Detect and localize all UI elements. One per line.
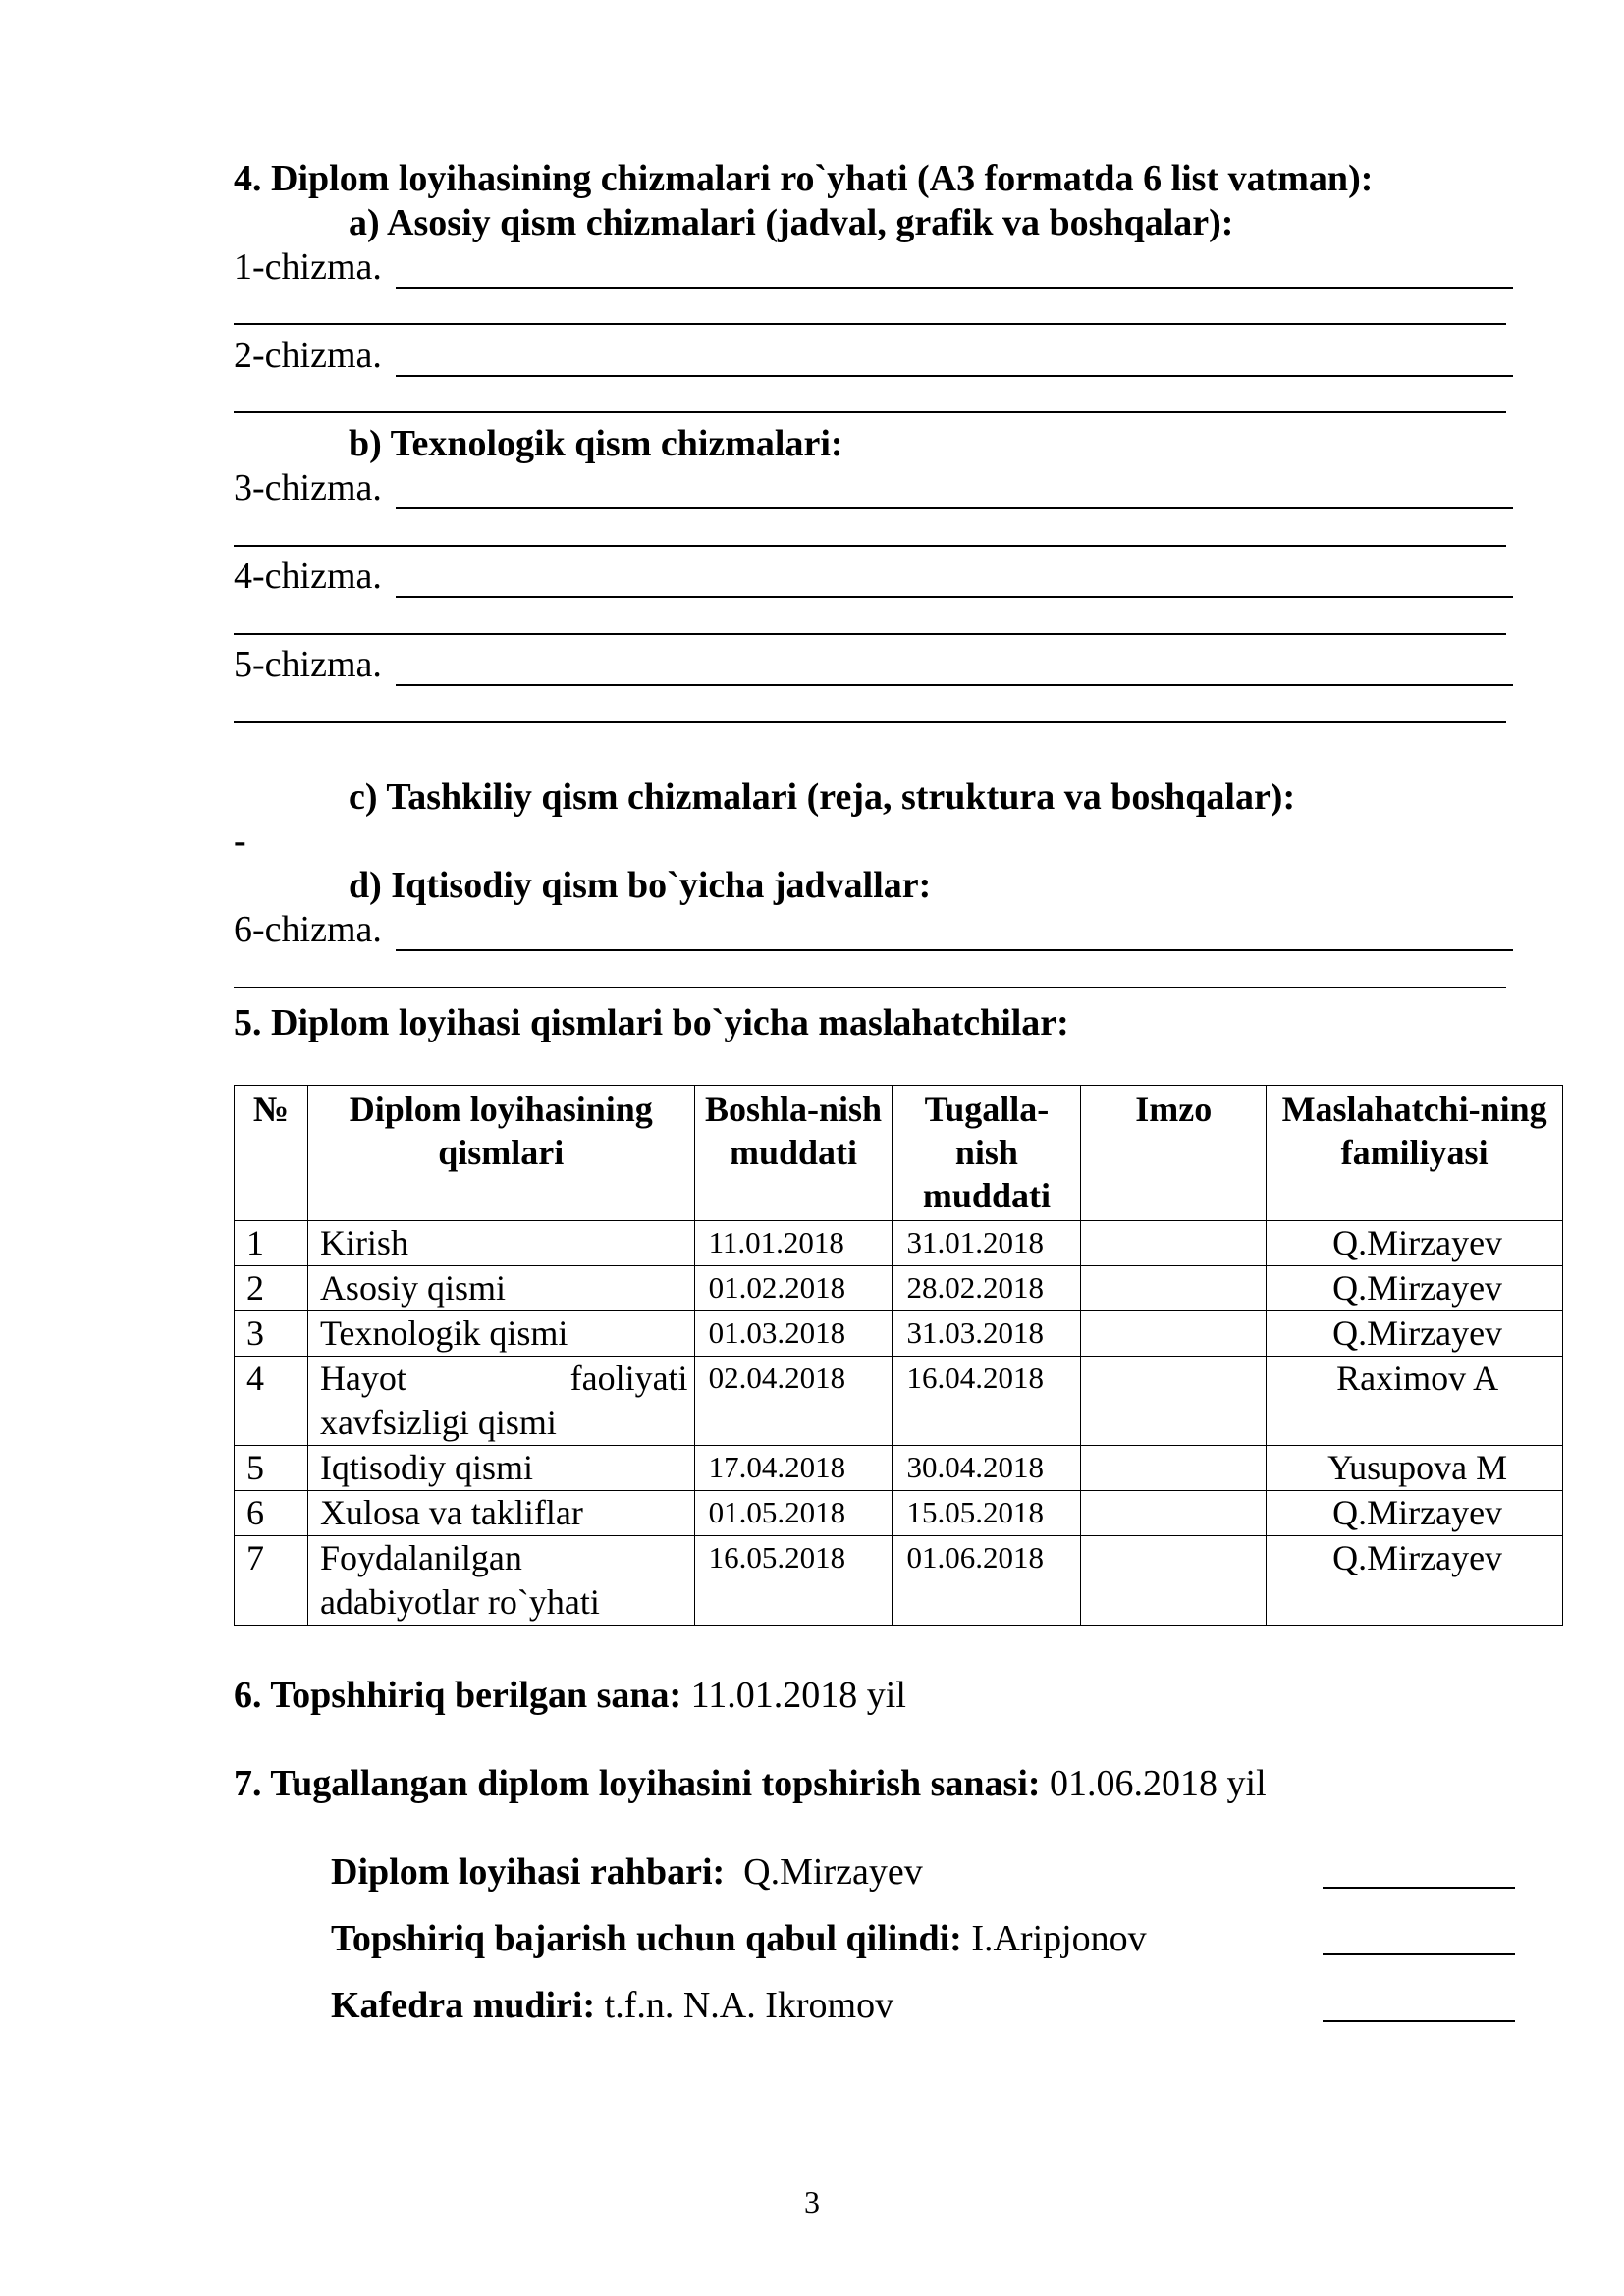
drawing-3-label: 3-chizma. <box>234 467 382 508</box>
signature-accepted <box>331 1917 1147 1960</box>
row-number: 4 <box>235 1357 308 1446</box>
row-advisor: Yusupova M <box>1267 1446 1563 1491</box>
drawing-2-fill-line <box>396 346 1513 377</box>
section-4a-heading: a) Asosiy qism chizmalari (jadval, grafik va boshqalar): <box>349 202 1234 243</box>
col-header-number: № <box>235 1086 308 1221</box>
row-start-date: 16.05.2018 <box>694 1536 893 1626</box>
section-4-title: 4. Diplom loyihasining chizmalari ro`yhati (A3 formatda 6 list vatman): <box>234 158 1374 199</box>
row-number: 3 <box>235 1311 308 1357</box>
table-row <box>235 1266 1563 1311</box>
row-signature-cell <box>1081 1221 1267 1266</box>
row-signature-cell <box>1081 1446 1267 1491</box>
section-7-value: 01.06.2018 yil <box>1040 1763 1267 1804</box>
row-start-date: 01.05.2018 <box>694 1491 893 1536</box>
drawing-1-fill-line <box>396 257 1513 289</box>
section-4c-heading: c) Tashkiliy qism chizmalari (reja, struktura va boshqalar): <box>349 776 1296 818</box>
row-part <box>307 1536 694 1626</box>
section-4b-heading: b) Texnologik qism chizmalari: <box>349 423 843 464</box>
row-signature-cell <box>1081 1536 1267 1626</box>
drawing-4-label: 4-chizma. <box>234 556 382 597</box>
section-6-line <box>234 1674 906 1717</box>
table-header-row <box>235 1086 1563 1221</box>
drawing-6-row <box>234 908 1513 951</box>
row-number: 2 <box>235 1266 308 1311</box>
row-part: Asosiy qismi <box>307 1266 694 1311</box>
signature-department-head-label: Kafedra mudiri: <box>331 1985 596 2026</box>
row-number: 5 <box>235 1446 308 1491</box>
row-part: Kirish <box>307 1221 694 1266</box>
row-start-date: 11.01.2018 <box>694 1221 893 1266</box>
row-start-date: 17.04.2018 <box>694 1446 893 1491</box>
drawing-1-continuation-line <box>234 323 1506 325</box>
drawing-5-label: 5-chizma. <box>234 644 382 685</box>
drawing-3-continuation-line <box>234 545 1506 547</box>
drawing-1-row <box>234 245 1513 289</box>
row-part: Xulosa va takliflar <box>307 1491 694 1536</box>
row-advisor: Q.Mirzayev <box>1267 1491 1563 1536</box>
table-row <box>235 1221 1563 1266</box>
section-7-label: 7. Tugallangan diplom loyihasini topshirish sanasi: <box>234 1763 1041 1804</box>
signature-department-head-line <box>1323 2020 1515 2022</box>
row-part: Texnologik qismi <box>307 1311 694 1357</box>
row-end-date: 01.06.2018 <box>893 1536 1081 1626</box>
row-signature-cell <box>1081 1311 1267 1357</box>
row-end-date: 16.04.2018 <box>893 1357 1081 1446</box>
drawing-4-fill-line <box>396 566 1513 598</box>
section-5-title: 5. Diplom loyihasi qismlari bo`yicha maslahatchilar: <box>234 1002 1069 1043</box>
drawing-2-label: 2-chizma. <box>234 335 382 376</box>
drawing-4-continuation-line <box>234 633 1506 635</box>
row-part-line-2: adabiyotlar ro`yhati <box>319 1582 600 1622</box>
table-row <box>235 1311 1563 1357</box>
row-end-date: 30.04.2018 <box>893 1446 1081 1491</box>
col-header-start-text: Boshla-nish muddati <box>704 1090 883 1172</box>
row-advisor: Q.Mirzayev <box>1267 1536 1563 1626</box>
signature-accepted-name: I.Aripjonov <box>961 1918 1147 1959</box>
drawing-5-row <box>234 643 1513 686</box>
drawing-5-fill-line <box>396 655 1513 686</box>
row-advisor: Q.Mirzayev <box>1267 1266 1563 1311</box>
section-7-line <box>234 1762 1267 1805</box>
signature-accepted-line <box>1323 1953 1515 1955</box>
row-signature-cell <box>1081 1266 1267 1311</box>
drawing-5-continuation-line <box>234 721 1506 723</box>
section-6-label: 6. Topshhiriq berilgan sana: <box>234 1675 682 1716</box>
row-part-line-1: Foydalanilgan <box>319 1538 522 1577</box>
row-part-line-1 <box>320 1357 688 1401</box>
drawing-6-label: 6-chizma. <box>234 909 382 950</box>
table-row <box>235 1446 1563 1491</box>
col-header-end-text: Tugalla-nish muddati <box>922 1090 1051 1215</box>
col-header-start <box>694 1086 893 1221</box>
section-6-value: 11.01.2018 yil <box>681 1675 906 1716</box>
signature-supervisor-name: Q.Mirzayev <box>725 1851 923 1893</box>
row-number: 7 <box>235 1536 308 1626</box>
table-row <box>235 1491 1563 1536</box>
row-number: 6 <box>235 1491 308 1536</box>
row-end-date: 15.05.2018 <box>893 1491 1081 1536</box>
table-row <box>235 1536 1563 1626</box>
drawing-4-row <box>234 555 1513 598</box>
row-start-date: 02.04.2018 <box>694 1357 893 1446</box>
table-row <box>235 1357 1563 1446</box>
signature-supervisor-label: Diplom loyihasi rahbari: <box>331 1851 726 1893</box>
signature-department-head <box>331 1984 893 2027</box>
signature-supervisor-line <box>1323 1887 1515 1889</box>
col-header-sign: Imzo <box>1081 1086 1267 1221</box>
col-header-advisor <box>1267 1086 1563 1221</box>
row-advisor: Raximov A <box>1267 1357 1563 1446</box>
row-number: 1 <box>235 1221 308 1266</box>
col-header-advisor-text: Maslahatchi-ning familiyasi <box>1281 1090 1547 1172</box>
row-signature-cell <box>1081 1491 1267 1536</box>
drawing-3-row <box>234 466 1513 509</box>
drawing-2-continuation-line <box>234 411 1506 413</box>
drawing-1-label: 1-chizma. <box>234 246 382 288</box>
row-start-date: 01.02.2018 <box>694 1266 893 1311</box>
signature-supervisor <box>331 1850 923 1894</box>
row-part-line-2: xavfsizligi qismi <box>319 1403 557 1442</box>
row-end-date: 28.02.2018 <box>893 1266 1081 1311</box>
page-number: 3 <box>804 2184 820 2219</box>
row-end-date: 31.03.2018 <box>893 1311 1081 1357</box>
advisors-table <box>234 1085 1563 1626</box>
section-4d-heading: d) Iqtisodiy qism bo`yicha jadvallar: <box>349 865 932 906</box>
signature-department-head-name: t.f.n. N.A. Ikromov <box>595 1985 894 2026</box>
row-start-date: 01.03.2018 <box>694 1311 893 1357</box>
section-4c-dash: - <box>234 821 246 862</box>
row-advisor: Q.Mirzayev <box>1267 1221 1563 1266</box>
col-header-part <box>307 1086 694 1221</box>
drawing-6-fill-line <box>396 920 1513 951</box>
signature-accepted-label: Topshiriq bajarish uchun qabul qilindi: <box>331 1918 962 1959</box>
row-part <box>307 1357 694 1446</box>
row-part-word-2: faoliyati <box>569 1359 688 1398</box>
row-advisor: Q.Mirzayev <box>1267 1311 1563 1357</box>
row-part: Iqtisodiy qismi <box>307 1446 694 1491</box>
row-signature-cell <box>1081 1357 1267 1446</box>
col-header-part-text: Diplom loyihasining qismlari <box>349 1090 653 1172</box>
drawing-6-continuation-line <box>234 987 1506 988</box>
col-header-end <box>893 1086 1081 1221</box>
row-part-word-1: Hayot <box>319 1359 406 1398</box>
row-end-date: 31.01.2018 <box>893 1221 1081 1266</box>
drawing-2-row <box>234 334 1513 377</box>
drawing-3-fill-line <box>396 478 1513 509</box>
